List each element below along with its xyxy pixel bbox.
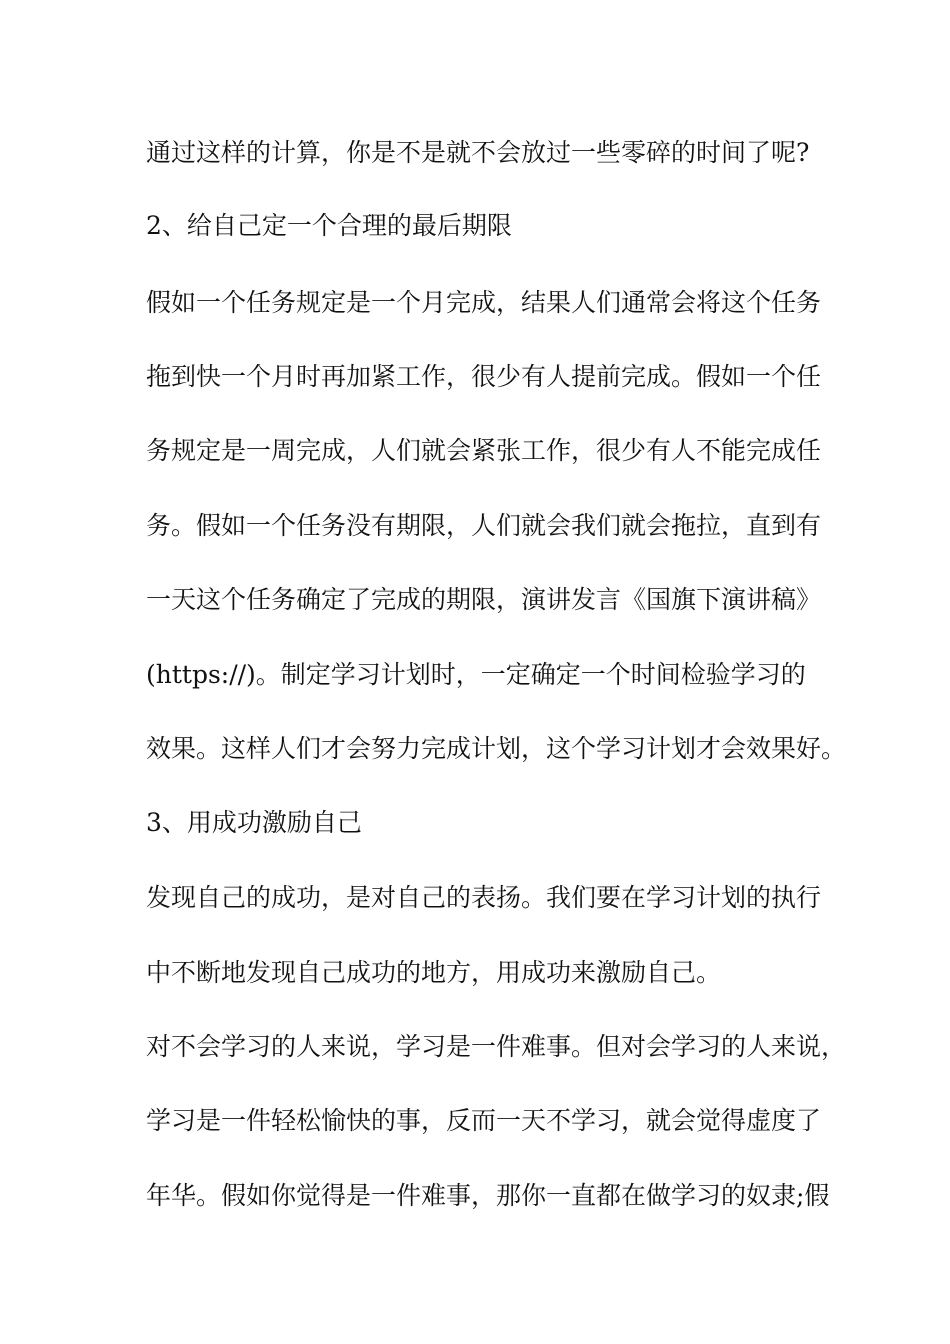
text-line-6: 务。假如一个任务没有期限，人们就会我们就会拖拉，直到有 xyxy=(146,511,822,540)
text-line-1: 通过这样的计算，你是不是就不会放过一些零碎的时间了呢? xyxy=(146,138,810,167)
section-heading-3: 3、用成功激励自己 xyxy=(146,808,362,837)
text-line-12: 中不断地发现自己成功的地方，用成功来激励自己。 xyxy=(146,958,722,987)
text-line-14: 学习是一件轻松愉快的事，反而一天不学习，就会觉得虚度了 xyxy=(146,1106,822,1135)
section-heading-2: 2、给自己定一个合理的最后期限 xyxy=(146,211,512,240)
text-line-4: 拖到快一个月时再加紧工作，很少有人提前完成。假如一个任 xyxy=(146,362,822,391)
text-line-7: 一天这个任务确定了完成的期限，演讲发言《国旗下演讲稿》 xyxy=(146,585,822,614)
text-line-15: 年华。假如你觉得是一件难事，那你一直都在做学习的奴隶;假 xyxy=(146,1181,830,1210)
text-line-13: 对不会学习的人来说，学习是一件难事。但对会学习的人来说， xyxy=(146,1032,847,1061)
text-line-8: (https://)。制定学习计划时，一定确定一个时间检验学习的 xyxy=(146,660,806,689)
text-line-11: 发现自己的成功，是对自己的表扬。我们要在学习计划的执行 xyxy=(146,883,822,912)
text-line-9: 效果。这样人们才会努力完成计划，这个学习计划才会效果好。 xyxy=(146,734,847,763)
text-line-3: 假如一个任务规定是一个月完成，结果人们通常会将这个任务 xyxy=(146,288,822,317)
text-line-5: 务规定是一周完成，人们就会紧张工作，很少有人不能完成任 xyxy=(146,436,822,465)
